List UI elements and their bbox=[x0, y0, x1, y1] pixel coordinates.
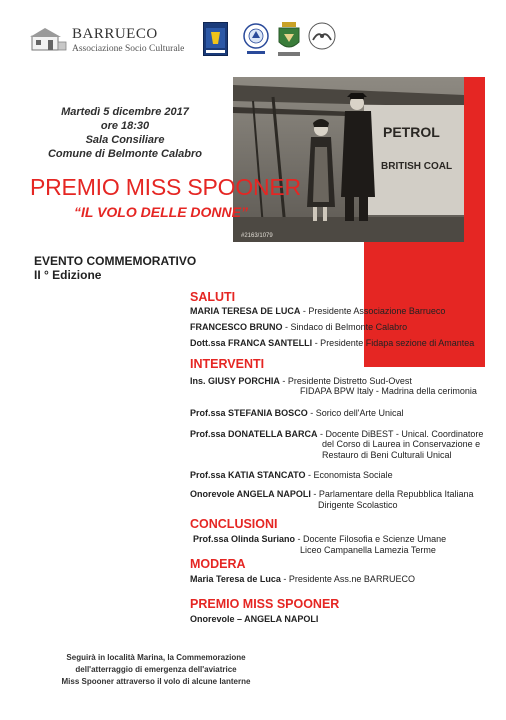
entry-name: FRANCESCO BRUNO bbox=[190, 322, 283, 332]
section-modera-heading: MODERA bbox=[190, 557, 246, 571]
main-title: PREMIO MISS SPOONER bbox=[30, 174, 301, 200]
program-entry bbox=[190, 470, 393, 481]
entry-name: Ins. GIUSY PORCHIA bbox=[190, 376, 280, 386]
regione-calabria-logo bbox=[203, 22, 228, 61]
section-conclusioni-heading: CONCLUSIONI bbox=[190, 517, 278, 531]
cottage-icon bbox=[28, 26, 68, 52]
entry-name: Maria Teresa de Luca bbox=[190, 574, 281, 584]
entry-name: Prof.ssa STEFANIA BOSCO bbox=[190, 408, 308, 418]
amantea-logo bbox=[242, 22, 270, 61]
entry-name: Onorevole – ANGELA NAPOLI bbox=[190, 614, 319, 624]
footer-line: Seguirà in località Marina, la Commemorazione bbox=[66, 653, 246, 662]
footer-line: dell'atterraggio di emergenza dell'aviatrice bbox=[75, 665, 237, 674]
entry-role: - Economista Sociale bbox=[308, 470, 393, 480]
entry-name: Onorevole ANGELA NAPOLI bbox=[190, 489, 311, 499]
assoc-name: BARRUECO bbox=[72, 26, 158, 42]
entry-role: - Presidente Distretto Sud-Ovest bbox=[282, 376, 412, 386]
barrueco-logo bbox=[28, 22, 185, 56]
footer-line: Miss Spooner attraverso il volo di alcune lanterne bbox=[61, 677, 251, 686]
entry-role-continued: Liceo Campanella Lamezia Terme bbox=[300, 545, 436, 555]
event-type: EVENTO COMMEMORATIVO bbox=[34, 254, 197, 268]
entry-name: Prof.ssa Olinda Suriano bbox=[193, 534, 296, 544]
event-time: ore 18:30 bbox=[100, 120, 150, 132]
entry-role-continued: Dirigente Scolastico bbox=[318, 500, 398, 510]
entry-role: - Docente DiBEST - Unical. Coordinatore bbox=[320, 429, 484, 439]
program-entry bbox=[193, 534, 446, 545]
entry-role: - Presidente Associazione Barrueco bbox=[302, 306, 446, 316]
entry-role-continued: del Corso di Laurea in Conservazione e bbox=[322, 439, 481, 449]
program-entry bbox=[190, 322, 407, 333]
subtitle: “IL VOLO DELLE DONNE” bbox=[74, 204, 248, 220]
entry-role-continued: FIDAPA BPW Italy - Madrina della cerimonia bbox=[300, 386, 477, 396]
entry-role: - Parlamentare della Repubblica Italiana bbox=[313, 489, 474, 499]
program-entry bbox=[190, 306, 445, 317]
edition: II ° Edizione bbox=[34, 268, 102, 282]
event-municipality: Comune di Belmonte Calabro bbox=[47, 148, 203, 160]
petrol-text: PETROL bbox=[383, 124, 440, 140]
entry-name: Prof.ssa KATIA STANCATO bbox=[190, 470, 306, 480]
entry-role: - Sindaco di Belmonte Calabro bbox=[285, 322, 408, 332]
photo-caption: #2163/1079 bbox=[241, 233, 273, 239]
entry-role: - Sorico dell'Arte Unical bbox=[310, 408, 404, 418]
section-interventi-heading: INTERVENTI bbox=[190, 357, 265, 371]
section-saluti-heading: SALUTI bbox=[190, 290, 236, 304]
entry-role: - Docente Filosofia e Scienze Umane bbox=[297, 534, 447, 544]
entry-name: Prof.ssa DONATELLA BARCA bbox=[190, 429, 318, 439]
program-entry bbox=[190, 408, 403, 419]
entry-role: - Presidente Ass.ne BARRUECO bbox=[283, 574, 415, 584]
program-entry bbox=[190, 574, 415, 585]
program-entry bbox=[190, 489, 473, 500]
program-entry bbox=[190, 338, 474, 349]
footer-note bbox=[48, 652, 264, 688]
comune-belmonte-crest bbox=[276, 22, 302, 63]
event-venue: Sala Consiliare bbox=[85, 134, 165, 146]
assoc-subtitle: Associazione Socio Culturale bbox=[72, 44, 185, 54]
bird-logo bbox=[308, 22, 336, 55]
event-date: Martedì 5 dicembre 2017 bbox=[61, 106, 189, 118]
event-info bbox=[40, 105, 210, 161]
entry-name: Dott.ssa FRANCA SANTELLI bbox=[190, 338, 313, 348]
entry-role-continued: Restauro di Beni Culturali Unical bbox=[322, 450, 452, 460]
section-premio-heading: PREMIO MISS SPOONER bbox=[190, 597, 340, 611]
historic-photo bbox=[233, 77, 464, 242]
program-entry bbox=[190, 614, 318, 625]
entry-role: - Presidente Fidapa sezione di Amantea bbox=[314, 338, 475, 348]
entry-name: MARIA TERESA DE LUCA bbox=[190, 306, 301, 316]
british-coal-text: BRITISH COAL bbox=[381, 161, 453, 172]
